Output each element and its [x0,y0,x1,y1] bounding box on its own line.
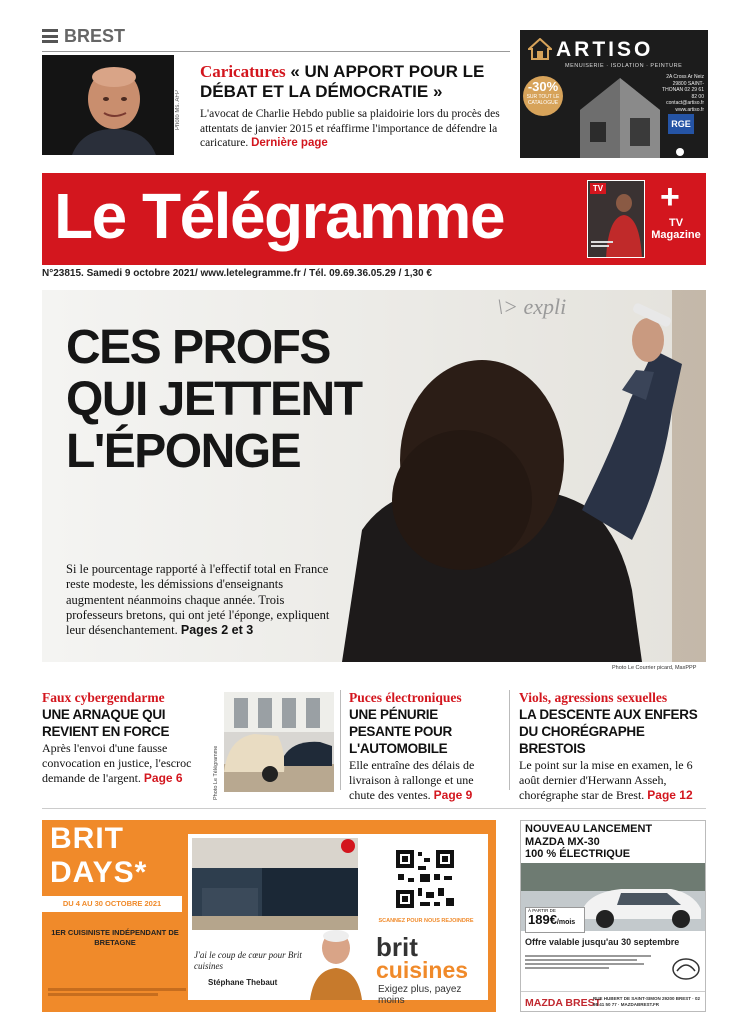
brit-tagline: 1ER CUISINISTE INDÉPENDANT DE BRETAGNE [51,928,179,947]
story-kicker: Puces électroniques [349,690,462,705]
story-penurie[interactable] [349,690,501,803]
discount-value: -30% [527,79,559,94]
brit-logo-cuisines: cuisines [376,957,469,983]
story-choregraphe[interactable] [519,690,707,803]
teaser-body [200,107,500,151]
story-page-ref[interactable]: Page 12 [647,788,693,802]
teaser-portrait-photo [42,55,174,155]
edition-label: BREST [64,26,126,46]
rge-badge: RGE [668,114,694,134]
story-headline: UNE ARNAQUE QUI REVIENT EN FORCE [42,707,170,739]
showroom-photo-credit: Photo Le Télégramme [213,745,219,800]
masthead [42,173,706,265]
mazda-price-box [525,907,585,933]
artiso-ad[interactable] [520,30,708,158]
menu-icon[interactable] [42,29,58,43]
story-page-ref[interactable]: Page 6 [143,771,183,785]
mazda-line: MAZDA MX-30 [525,835,600,848]
teaser-headline[interactable] [200,62,500,102]
edition-bar [42,26,510,52]
artiso-house-icon [528,38,552,60]
mazda-logo-icon [671,957,701,981]
teaser-photo-credit: Photo Ms. AFP [175,89,181,130]
issue-info: N°23815. Samedi 9 octobre 2021/ www.letelegramme.fr / Tél. 09.69.36.05.29 / 1,30 € [42,268,432,279]
story-headline: LA DESCENTE AUX ENFERS DU CHORÉGRAPHE BRESTOIS [519,707,698,756]
teaser-title: « UN APPORT POUR LE DÉBAT ET LA DÉMOCRATIE » [200,62,485,101]
story-body: Après l'envoi d'une fausse convocation en justice, l'escroc demande de l'argent. [42,741,192,785]
main-story[interactable] [42,290,706,662]
tv-label-line1: TV [668,217,684,229]
teaser-page-ref[interactable]: Dernière page [251,137,328,149]
column-divider [340,690,341,790]
story-arnaque[interactable] [42,690,207,786]
board-writing: \> expli [497,294,567,319]
brit-quote: J'ai le coup de cœur pour Brit cuisines [194,950,302,971]
brit-slogan: Exigez plus, payez moins [378,984,462,1006]
story-body: Elle entraîne des délais de livraison à rallonge et une chute des ventes. [349,758,475,802]
artiso-address: 2A Cross Ar Neiz 29800 SAINT-THONAN 02 29 61 82 00 contact@artiso.fr www.artiso.fr [662,74,704,113]
brit-signature: Stéphane Thebaut [208,978,278,987]
story-body: Le point sur la mise en examen, le 6 août dernier d'Herwann Asseh, chorégraphe star de Brest. [519,758,693,802]
main-lede [66,562,336,638]
main-photo-credit: Photo Le Courrier picard, MaxPPP [612,665,697,671]
brit-title-line1: BRIT [50,822,124,855]
artiso-services: MENUISERIE · ISOLATION · PEINTURE [565,63,683,69]
brit-scan-cta: SCANNEZ POUR NOUS REJOINDRE [378,918,474,924]
teaser-text: L'avocat de Charlie Hebdo publie sa plaidoirie lors du procès des attentats de janvier 2015 et réaffirme l'importance de défendre la caricature. [200,108,500,149]
facebook-icon [676,148,684,156]
brit-panel [188,834,488,1006]
house-image [580,74,660,158]
lede-text: Si le pourcentage rapporté à l'effectif total en France reste modeste, les démissions d'enseignants augmentent néanmoins chaque année. Trois professeurs bretons, qui ont jeté l'éponge, expliquent leur désenchantement. [66,562,330,638]
brit-title-line2: DAYS* [50,856,148,889]
mazda-ad[interactable] [520,820,706,1012]
brit-logo-brit: brit [376,932,418,962]
column-divider [509,690,510,790]
mazda-headline [525,823,652,861]
headline-line: CES PROFS [66,321,330,374]
tv-magazine-label [646,217,706,241]
brit-fine-print [48,988,186,996]
social-icons [676,143,698,153]
price-prefix: À PARTIR DE [528,908,556,913]
price-value: 189€ [528,912,557,927]
qr-code-icon[interactable] [394,848,456,910]
tv-label-line2: Magazine [651,229,701,241]
mazda-header [521,821,706,863]
kitchen-photo [192,838,358,930]
brit-cuisines-ad[interactable] [42,820,496,1012]
artiso-logo: ARTISO [556,38,654,61]
tv-magazine-cover[interactable] [587,180,645,258]
headline-line: L'ÉPONGE [66,425,301,478]
story-headline: UNE PÉNURIE PESANTE POUR L'AUTOMOBILE [349,707,452,756]
divider [42,808,706,809]
teaser-kicker: Caricatures [200,62,286,81]
story-kicker: Viols, agressions sexuelles [519,690,668,705]
brit-days-title [50,822,147,890]
car-showroom-photo [224,692,334,792]
brit-dates: DU 4 AU 30 OCTOBRE 2021 [42,896,182,912]
discount-note: SUR TOUT LE CATALOGUE [526,94,560,106]
mazda-offer: Offre valable jusqu'au 30 septembre [525,937,680,947]
spokesman-photo [308,920,364,1000]
tv-cover-badge: TV [590,183,606,194]
newspaper-logo[interactable]: Le Télégramme [54,180,505,252]
mazda-line: NOUVEAU LANCEMENT [525,823,653,835]
mazda-dealer: MAZDA BREST [525,997,602,1009]
main-headline [66,322,426,478]
story-page-ref[interactable]: Page 9 [433,788,473,802]
mazda-footer [521,991,706,1012]
artiso-discount-badge [523,76,563,116]
story-kicker: Faux cybergendarme [42,690,165,705]
mazda-fine-print [525,953,665,971]
mazda-address: RUE HUBERT DE SAINT-SIMON 29200 BREST · 02 98 41 50 77 · MAZDABREST.FR [593,996,701,1007]
price-unit: /mois [556,919,576,926]
mazda-line: 100 % ÉLECTRIQUE [525,848,631,860]
headline-line: QUI JETTENT [66,373,362,426]
plus-icon: + [660,178,680,216]
main-page-ref[interactable]: Pages 2 et 3 [180,623,254,638]
